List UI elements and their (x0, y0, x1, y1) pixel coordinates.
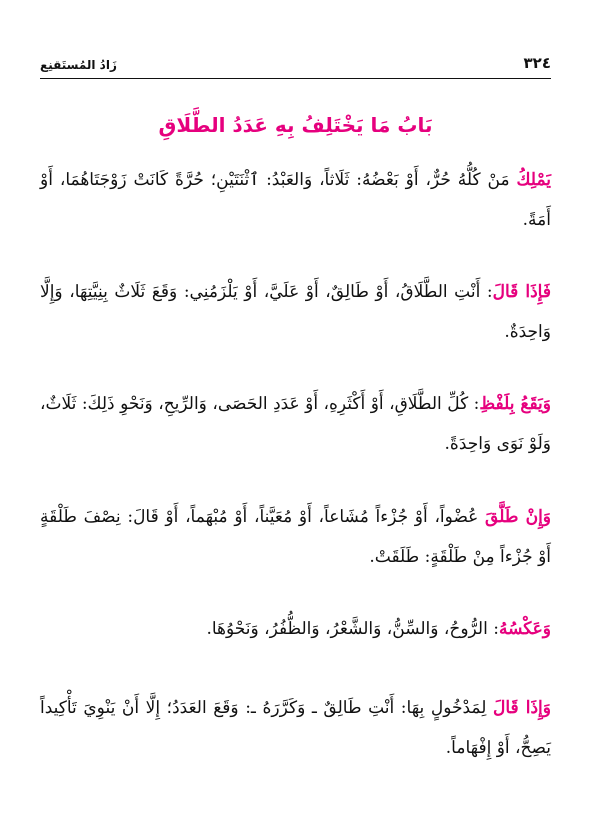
paragraph (40, 384, 551, 464)
header-divider (40, 78, 551, 79)
page-number: ٣٢٤ (523, 54, 551, 72)
paragraph (40, 160, 551, 240)
paragraph-lead: وَيَقَعُ بِلَفْظِ (479, 394, 551, 414)
paragraph-lead: يَمْلِكُ (516, 170, 551, 190)
paragraph-lead: فَإِذَا قَالَ (492, 282, 551, 302)
paragraph-text: لِمَدْخُولٍ بِهَا: أَنْتِ طَالِقٌ ـ وَكَرَّرَهُ ـ: وَقَعَ العَدَدُ؛ إِلَّا أَنْ يَنْوِيَ تَأْكِيداً يَصِحُّ، أَوْ إِفْهَاماً. (40, 698, 551, 758)
paragraph-text: : كُلِّ الطَّلَاقِ، أَوْ أَكْثَرِهِ، أَوْ عَدَدِ الحَصَى، وَالرِّيحِ، وَنَحْوِ ذَلِكَ: ثَلَاثٌ، وَلَوْ نَوَى وَاحِدَةً. (40, 394, 551, 454)
paragraph (40, 272, 551, 352)
paragraph (40, 688, 551, 768)
paragraph (40, 609, 551, 649)
paragraph-text: عُضْواً، أَوْ جُزْءاً مُشَاعاً، أَوْ مُعَيَّناً، أَوْ مُبْهَماً، أَوْ قَالَ: نِصْفَ طَلْقَةٍ أَوْ جُزْءاً مِنْ طَلْقَةٍ: طَلَقَتْ. (40, 507, 551, 567)
paragraph-lead: وَإِذَا قَالَ (493, 698, 551, 718)
paragraph-lead: وَإِنْ طَلَّقَ (485, 507, 552, 527)
paragraph-text: مَنْ كُلُّهُ حُرٌّ، أَوْ بَعْضُهُ: ثَلَاثاً، وَالعَبْدُ: ٱثْنَتَيْنِ؛ حُرَّةً كَانَتْ زَوْجَتَاهُمَا، أَوْ أَمَةً. (40, 170, 551, 230)
running-header (40, 52, 551, 72)
book-title: زَادُ المُستَقنِع (40, 58, 117, 72)
chapter-title: بَابُ مَا يَخْتَلِفُ بِهِ عَدَدُ الطَّلَاقِ (158, 113, 433, 137)
paragraph-text: : أَنْتِ الطَّلَاقُ، أَوْ طَالِقٌ، أَوْ عَلَيَّ، أَوْ يَلْزَمُنِي: وَقَعَ ثَلَاثٌ بِنِيَّتِهَا، وَإِلَّا وَاحِدَةٌ. (40, 282, 551, 342)
paragraph-lead: وَعَكْسُهُ (498, 619, 551, 639)
paragraph (40, 497, 551, 577)
paragraph-text: : الرُّوحُ، وَالسِّنُّ، وَالشَّعْرُ، وَالظُّفُرُ، وَنَحْوُهَا. (206, 619, 499, 639)
